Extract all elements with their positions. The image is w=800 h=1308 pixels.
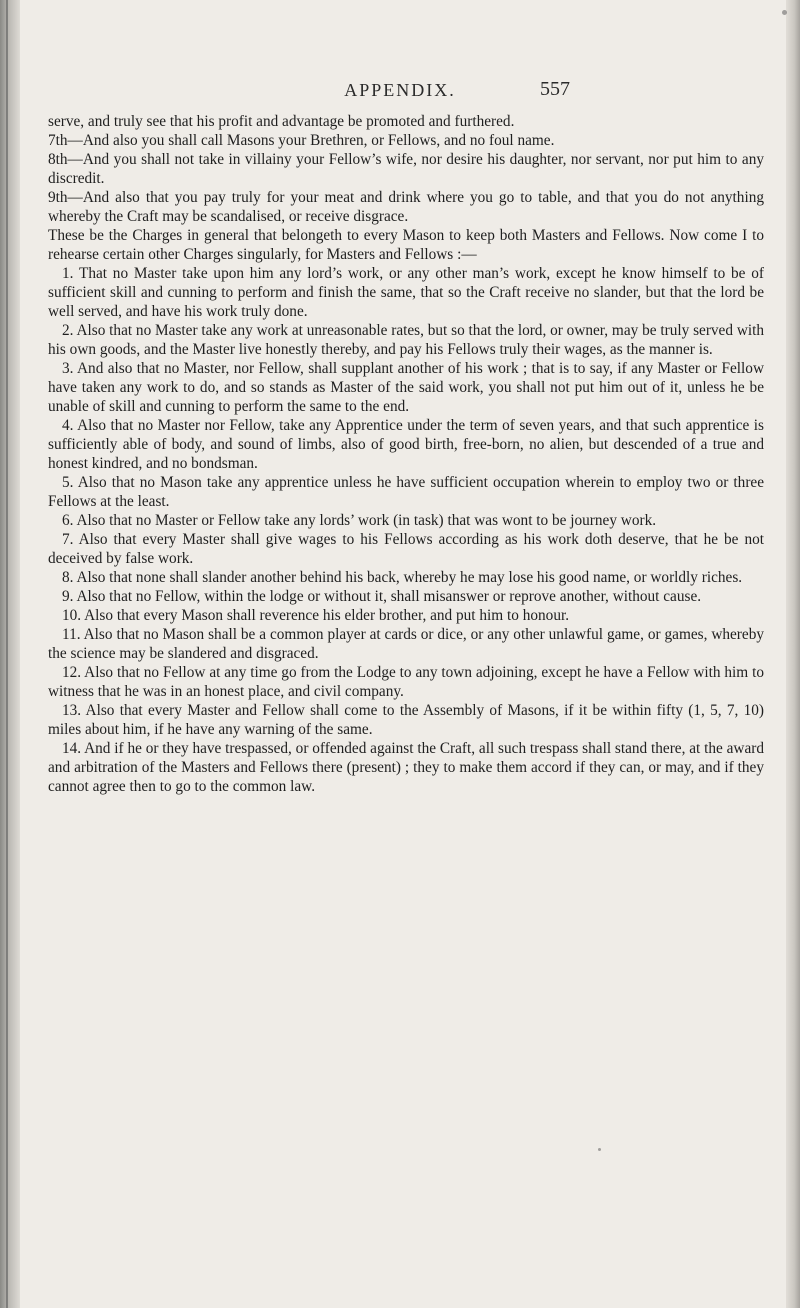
paper-speck	[782, 10, 787, 15]
charge-item: 9. Also that no Fellow, within the lodge or without it, shall misanswer or reprove another, without cause.	[62, 588, 702, 605]
paragraph: 7th—And also you shall call Masons your Brethren, or Fellows, and no foul name.	[48, 132, 555, 149]
charge-item: 1. That no Master take upon him any lord’s work, or any other man’s work, except he know himself to be of sufficient skill and cunning to perform and finish the same, that so the Craft receive no slander, but that the lord be well served, and have his work truly done.	[48, 265, 764, 320]
charge-item: 10. Also that every Mason shall reverence his elder brother, and put him to honour.	[62, 607, 570, 624]
charge-item: 11. Also that no Mason shall be a common player at cards or dice, or any other unlawful game, or games, whereby the science may be slandered and disgraced.	[48, 626, 764, 662]
binding-thread	[6, 0, 8, 1308]
charge-item: 13. Also that every Master and Fellow shall come to the Assembly of Masons, if it be within fifty (1, 5, 7, 10) miles about him, if he have any warning of the same.	[48, 702, 764, 738]
page-number: 557	[540, 78, 570, 100]
page-edge	[786, 0, 800, 1308]
charge-item: 6. Also that no Master or Fellow take any lords’ work (in task) that was wont to be journey work.	[62, 512, 657, 529]
paragraph: 9th—And also that you pay truly for your meat and drink where you go to table, and that you do not anything whereby the Craft may be scandalised, or receive disgrace.	[48, 189, 764, 225]
charge-item: 4. Also that no Master nor Fellow, take any Apprentice under the term of seven years, and that such apprentice is sufficiently able of body, and sound of limbs, also of good birth, free-born, no alien, but descended of a true and honest kindred, and no bondsman.	[48, 417, 764, 472]
charge-item: 5. Also that no Mason take any apprentice unless he have sufficient occupation wherein to employ two or three Fellows at the least.	[48, 474, 764, 510]
paragraph: serve, and truly see that his profit and advantage be promoted and furthered.	[48, 113, 515, 130]
charge-item: 7. Also that every Master shall give wages to his Fellows according as his work doth deserve, that he be not deceived by false work.	[48, 531, 764, 567]
charge-item: 12. Also that no Fellow at any time go from the Lodge to any town adjoining, except he have a Fellow with him to witness that he was in an honest place, and civil company.	[48, 664, 764, 700]
body-text	[48, 112, 764, 796]
paragraph: 8th—And you shall not take in villainy your Fellow’s wife, nor desire his daughter, nor servant, nor put him to any discredit.	[48, 151, 764, 187]
running-head: APPENDIX.	[344, 80, 456, 100]
charge-item: 8. Also that none shall slander another behind his back, whereby he may lose his good name, or worldly riches.	[62, 569, 743, 586]
page-header	[30, 78, 770, 108]
charge-item: 2. Also that no Master take any work at unreasonable rates, but so that the lord, or owner, may be truly served with his own goods, and the Master live honestly thereby, and pay his Fellows truly their wages, as the manner is.	[48, 322, 765, 358]
paper-speck	[598, 1148, 601, 1151]
charge-item: 14. And if he or they have trespassed, or offended against the Craft, all such trespass shall stand there, at the award and arbitration of the Masters and Fellows there (present) ; they to make them accord if they can, or may, and if they cannot agree then to go to the common law.	[48, 740, 764, 795]
paragraph: These be the Charges in general that belongeth to every Mason to keep both Masters and Fellows. Now come I to rehearse certain other Charges singularly, for Masters and Fellows :—	[48, 227, 764, 263]
charge-item: 3. And also that no Master, nor Fellow, shall supplant another of his work ; that is to say, if any Master or Fellow have taken any work to do, and so stands as Master of the said work, you shall not put him out of it, unless he be unable of skill and cunning to perform the same to the end.	[48, 360, 764, 415]
page-binding	[0, 0, 20, 1308]
